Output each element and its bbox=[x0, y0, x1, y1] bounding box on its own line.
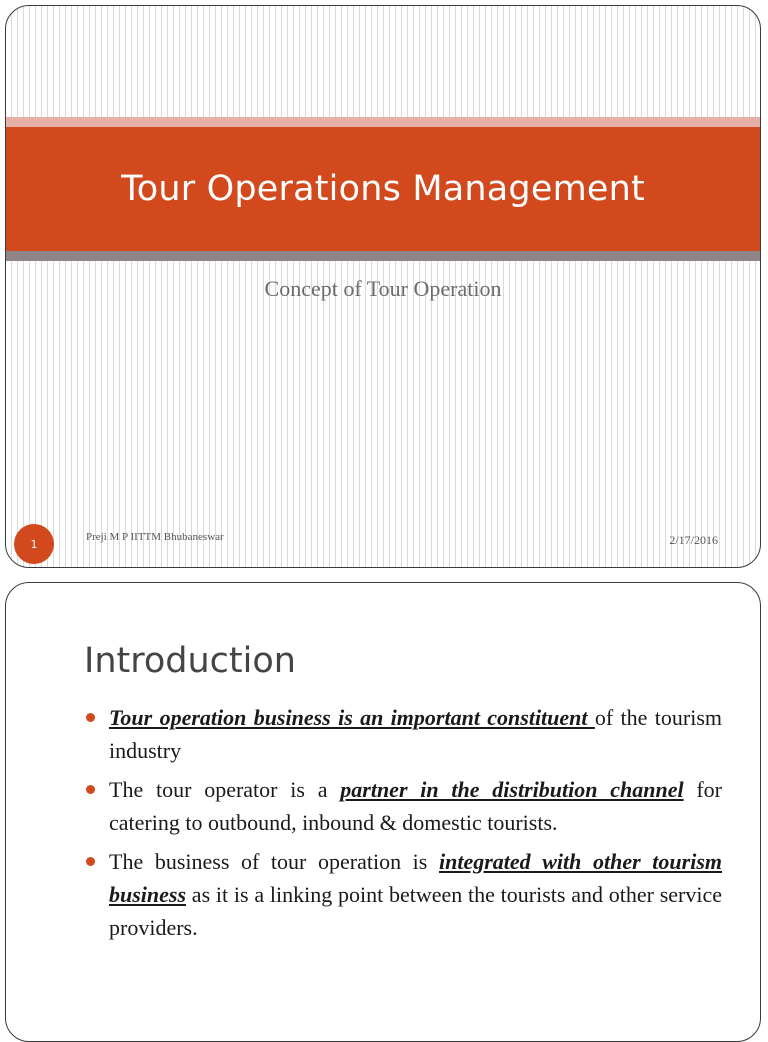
bullet-list bbox=[86, 701, 722, 950]
accent-band-top bbox=[6, 117, 760, 127]
bullet-item bbox=[86, 845, 722, 944]
accent-band-bottom bbox=[6, 251, 760, 261]
footer-author: Preji M P IITTM Bhubaneswar bbox=[86, 531, 224, 543]
bullet-icon bbox=[86, 713, 95, 722]
slide-title: Tour Operations Management bbox=[121, 169, 645, 209]
slide-number-badge bbox=[14, 524, 54, 564]
bullet-emphasis: integrated with other tourism business bbox=[109, 849, 722, 907]
title-band bbox=[6, 127, 760, 251]
bullet-text-after: of the tourism industry bbox=[109, 705, 722, 763]
bullet-emphasis: partner in the distribution channel bbox=[340, 777, 684, 802]
slide-number: 1 bbox=[30, 537, 38, 551]
slide-subtitle: Concept of Tour Operation bbox=[264, 276, 502, 301]
bullet-emphasis: Tour operation business is an important constituent bbox=[109, 705, 595, 730]
bullet-icon bbox=[86, 785, 95, 794]
footer-date: 2/17/2016 bbox=[669, 533, 718, 547]
title-slide bbox=[5, 5, 761, 568]
introduction-slide bbox=[5, 582, 761, 1042]
bullet-item bbox=[86, 701, 722, 767]
bullet-text-before: The business of tour operation is bbox=[109, 849, 439, 874]
section-title: Introduction bbox=[84, 641, 296, 681]
bullet-item bbox=[86, 773, 722, 839]
bullet-icon bbox=[86, 857, 95, 866]
bullet-text-before: The tour operator is a bbox=[109, 777, 341, 802]
bullet-text-after: for catering to outbound, inbound & domestic tourists. bbox=[109, 777, 723, 835]
bullet-text-after: as it is a linking point between the tourists and other service providers. bbox=[109, 882, 722, 940]
